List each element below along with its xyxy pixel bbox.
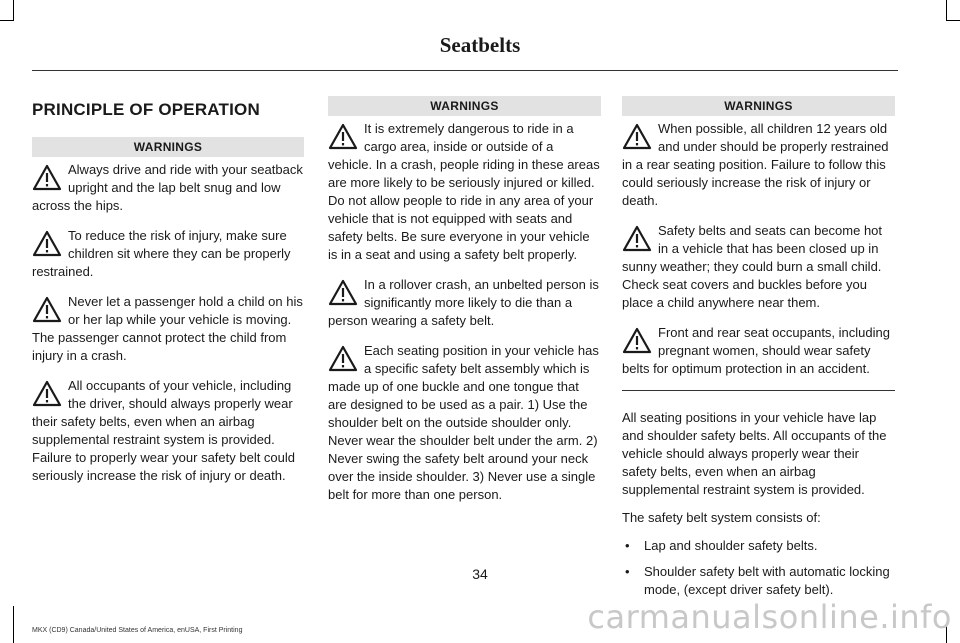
- footer-text: MKX (CD9) Canada/United States of America, enUSA, First Printing: [32, 627, 243, 634]
- body-paragraph: The safety belt system consists of:: [622, 510, 821, 525]
- warning-triangle-icon: [328, 345, 358, 372]
- column-1: [32, 96, 304, 497]
- crop-mark: [946, 0, 947, 21]
- warning-text: In a rollover crash, an unbelted person is significantly more likely to die than a person wearing a safety belt.: [328, 277, 599, 328]
- warning-item: [328, 342, 601, 504]
- watermark: carmanualsonline.info: [587, 598, 952, 636]
- body-paragraph: All seating positions in your vehicle have lap and shoulder safety belts. All occupants of the vehicle should always properly wear their safety belts, even when an airbag supplemental restraint system is provided.: [622, 410, 887, 497]
- warning-text: Always drive and ride with your seatback upright and the lap belt snug and low across the hips.: [32, 162, 303, 213]
- warning-item: [622, 222, 895, 312]
- warning-triangle-icon: [622, 225, 652, 252]
- warning-triangle-icon: [32, 164, 62, 191]
- warning-text: Each seating position in your vehicle has a specific safety belt assembly which is made up of one buckle and one tongue that are designed to be used as a pair. 1) Use the shoulder belt on the outside shoulder only. Never wear the shoulder belt under the arm. 2) Never swing the safety belt around your neck over the inside shoulder. 3) Never use a single belt for more than one person.: [328, 343, 599, 502]
- warning-triangle-icon: [32, 230, 62, 257]
- warning-triangle-icon: [328, 279, 358, 306]
- section-divider: [622, 390, 895, 391]
- warning-text: When possible, all children 12 years old and under should be properly restrained in a rear seating position. Failure to follow this could seriously increase the risk of injury or death.: [622, 121, 889, 208]
- column-2: [328, 96, 601, 516]
- bullet-item: • Lap and shoulder safety belts.: [622, 537, 895, 555]
- warning-triangle-icon: [32, 296, 62, 323]
- crop-mark: [13, 606, 14, 643]
- page-header-title: Seatbelts: [439, 33, 521, 57]
- warning-item: [32, 377, 304, 485]
- warning-item: [32, 161, 304, 215]
- warning-item: [622, 120, 895, 210]
- warning-item: [622, 324, 895, 378]
- warning-item: [32, 293, 304, 365]
- warning-triangle-icon: [32, 380, 62, 407]
- warning-triangle-icon: [622, 327, 652, 354]
- warning-text: To reduce the risk of injury, make sure children sit where they can be properly restrained.: [32, 228, 291, 279]
- warning-text: It is extremely dangerous to ride in a cargo area, inside or outside of a vehicle. In a crash, people riding in these areas are more likely to be seriously injured or killed. Do not allow people to ride in any area of your vehicle that is not equipped with seats and safety belts. Be sure everyone in your vehicle is in a seat and using a safety belt properly.: [328, 121, 600, 262]
- warnings-header: WARNINGS: [622, 96, 895, 116]
- crop-mark: [946, 20, 960, 21]
- warning-text: Safety belts and seats can become hot in a vehicle that has been closed up in sunny weather; they could burn a small child. Check seat covers and buckles before you place a child anywhere near them.: [622, 223, 883, 310]
- warning-text: All occupants of your vehicle, including the driver, should always properly wear their safety belts, even when an airbag supplemental restraint system is provided. Failure to properly wear your safety belt could seriously increase the risk of injury or death.: [32, 378, 296, 483]
- warning-text: Never let a passenger hold a child on his or her lap while your vehicle is moving. The passenger cannot protect the child from injury in a crash.: [32, 294, 303, 363]
- warnings-list: [622, 120, 895, 378]
- warnings-header: WARNINGS: [328, 96, 601, 116]
- warning-text: Front and rear seat occupants, including pregnant women, should wear safety belts for optimum protection in an accident.: [622, 325, 890, 376]
- warnings-list: [328, 120, 601, 504]
- warnings-list: [32, 161, 304, 485]
- warning-item: [32, 227, 304, 281]
- warnings-header: WARNINGS: [32, 137, 304, 157]
- column-3: [622, 96, 895, 607]
- warning-triangle-icon: [328, 123, 358, 150]
- crop-mark: [13, 0, 14, 21]
- bullet-item: • Shoulder safety belt with automatic locking mode, (except driver safety belt).: [622, 563, 895, 599]
- warning-item: [328, 276, 601, 330]
- crop-mark: [0, 20, 13, 21]
- page-number: 34: [472, 566, 488, 582]
- warning-triangle-icon: [622, 123, 652, 150]
- warning-item: [328, 120, 601, 264]
- section-title: PRINCIPLE OF OPERATION: [32, 100, 260, 119]
- header-divider: [32, 70, 898, 71]
